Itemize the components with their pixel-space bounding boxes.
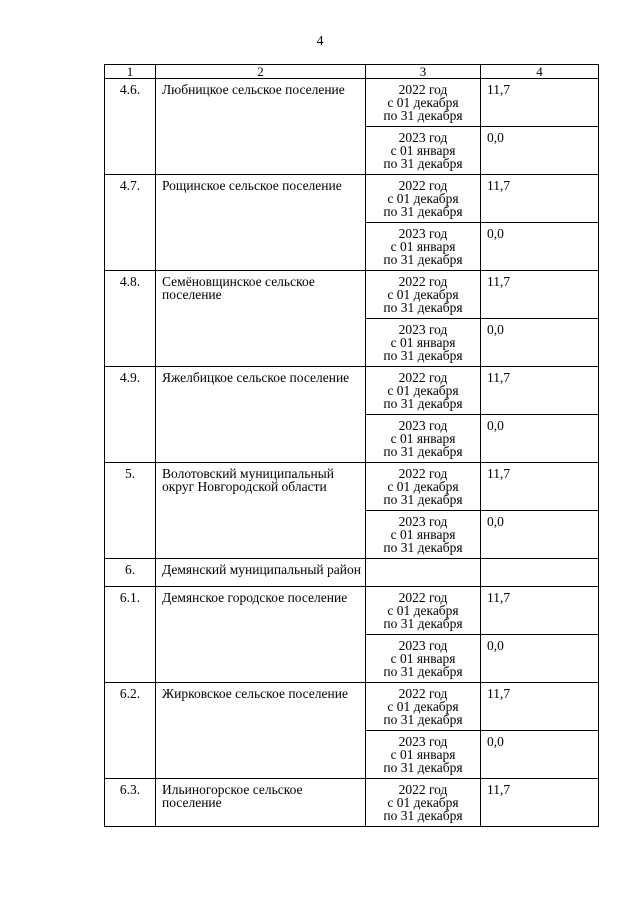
period-from: с 01 января: [390, 431, 456, 446]
period-to: по 31 декабря: [383, 396, 463, 411]
period-from: с 01 декабря: [387, 95, 459, 110]
row-number: 5.: [105, 463, 156, 559]
period-to: по 31 декабря: [383, 540, 463, 555]
municipality-name: Семёновщинское сельское поселение: [156, 271, 366, 367]
rate-value: 11,7: [481, 175, 599, 223]
period-from: с 01 января: [390, 335, 456, 350]
rate-value: 0,0: [481, 319, 599, 367]
row-number: 6.2.: [105, 683, 156, 779]
period-year: 2023 год: [398, 322, 448, 337]
period-from: с 01 января: [390, 527, 456, 542]
period-to: по 31 декабря: [383, 808, 463, 823]
period-cell: [366, 511, 481, 559]
period-cell: [366, 367, 481, 415]
rate-value: 0,0: [481, 127, 599, 175]
period-to: по 31 декабря: [383, 300, 463, 315]
rate-value: 0,0: [481, 635, 599, 683]
period-year: 2023 год: [398, 130, 448, 145]
period-from: с 01 декабря: [387, 699, 459, 714]
table-row: [105, 79, 599, 127]
period-year: 2022 год: [398, 82, 448, 97]
rate-value: 11,7: [481, 683, 599, 731]
period-from: с 01 января: [390, 747, 456, 762]
period-to: по 31 декабря: [383, 108, 463, 123]
period-cell: [366, 415, 481, 463]
period-to: по 31 декабря: [383, 712, 463, 727]
period-cell: [366, 175, 481, 223]
rate-value: 11,7: [481, 463, 599, 511]
tariff-table: [104, 64, 599, 827]
period-cell: [366, 587, 481, 635]
period-year: 2022 год: [398, 686, 448, 701]
row-number: 6.1.: [105, 587, 156, 683]
column-header: 3: [366, 65, 481, 79]
period-to: по 31 декабря: [383, 348, 463, 363]
table-row: [105, 683, 599, 731]
municipality-name: Демянский муниципальный район: [156, 559, 366, 587]
table-row: [105, 271, 599, 319]
municipality-name: Любницкое сельское поселение: [156, 79, 366, 175]
row-number: 6.3.: [105, 779, 156, 827]
period-year: 2022 год: [398, 466, 448, 481]
municipality-name: Демянское городское поселение: [156, 587, 366, 683]
table-row: [105, 779, 599, 827]
period-to: по 31 декабря: [383, 664, 463, 679]
column-header: 2: [156, 65, 366, 79]
period-year: 2022 год: [398, 274, 448, 289]
rate-value: 11,7: [481, 271, 599, 319]
period-year: 2023 год: [398, 226, 448, 241]
period-to: по 31 декабря: [383, 492, 463, 507]
column-number-row: [105, 65, 599, 79]
rate-value: 0,0: [481, 731, 599, 779]
period-year: 2022 год: [398, 590, 448, 605]
row-number: 6.: [105, 559, 156, 587]
empty-cell: [366, 559, 481, 587]
period-cell: [366, 319, 481, 367]
period-cell: [366, 271, 481, 319]
rate-value: 0,0: [481, 223, 599, 271]
table-row: [105, 175, 599, 223]
period-from: с 01 декабря: [387, 479, 459, 494]
row-number: 4.8.: [105, 271, 156, 367]
period-year: 2023 год: [398, 638, 448, 653]
row-number: 4.9.: [105, 367, 156, 463]
period-to: по 31 декабря: [383, 156, 463, 171]
table-row: [105, 463, 599, 511]
period-to: по 31 декабря: [383, 760, 463, 775]
period-year: 2022 год: [398, 782, 448, 797]
period-cell: [366, 683, 481, 731]
municipality-name: Волотовский муниципальный округ Новгородской области: [156, 463, 366, 559]
rate-value: 0,0: [481, 511, 599, 559]
rate-value: 0,0: [481, 415, 599, 463]
period-from: с 01 декабря: [387, 191, 459, 206]
period-cell: [366, 779, 481, 827]
period-year: 2023 год: [398, 514, 448, 529]
table-row: [105, 587, 599, 635]
period-from: с 01 декабря: [387, 795, 459, 810]
period-cell: [366, 223, 481, 271]
rate-value: 11,7: [481, 367, 599, 415]
period-year: 2023 год: [398, 418, 448, 433]
period-from: с 01 декабря: [387, 383, 459, 398]
rate-value: 11,7: [481, 79, 599, 127]
period-cell: [366, 463, 481, 511]
column-header: 1: [105, 65, 156, 79]
period-to: по 31 декабря: [383, 616, 463, 631]
rate-value: 11,7: [481, 587, 599, 635]
period-year: 2023 год: [398, 734, 448, 749]
table-row: [105, 367, 599, 415]
municipality-name: Рощинское сельское поселение: [156, 175, 366, 271]
period-year: 2022 год: [398, 178, 448, 193]
period-from: с 01 января: [390, 651, 456, 666]
period-to: по 31 декабря: [383, 252, 463, 267]
table-body: [105, 65, 599, 827]
table-row: [105, 559, 599, 587]
period-cell: [366, 79, 481, 127]
period-from: с 01 января: [390, 143, 456, 158]
period-to: по 31 декабря: [383, 204, 463, 219]
period-from: с 01 декабря: [387, 603, 459, 618]
period-cell: [366, 127, 481, 175]
municipality-name: Жирковское сельское поселение: [156, 683, 366, 779]
row-number: 4.7.: [105, 175, 156, 271]
period-cell: [366, 635, 481, 683]
rate-value: 11,7: [481, 779, 599, 827]
page-number: 4: [316, 34, 324, 49]
period-from: с 01 января: [390, 239, 456, 254]
period-to: по 31 декабря: [383, 444, 463, 459]
municipality-name: Яжелбицкое сельское поселение: [156, 367, 366, 463]
period-from: с 01 декабря: [387, 287, 459, 302]
row-number: 4.6.: [105, 79, 156, 175]
period-cell: [366, 731, 481, 779]
empty-cell: [481, 559, 599, 587]
municipality-name: Ильиногорское сельское поселение: [156, 779, 366, 827]
column-header: 4: [481, 65, 599, 79]
period-year: 2022 год: [398, 370, 448, 385]
